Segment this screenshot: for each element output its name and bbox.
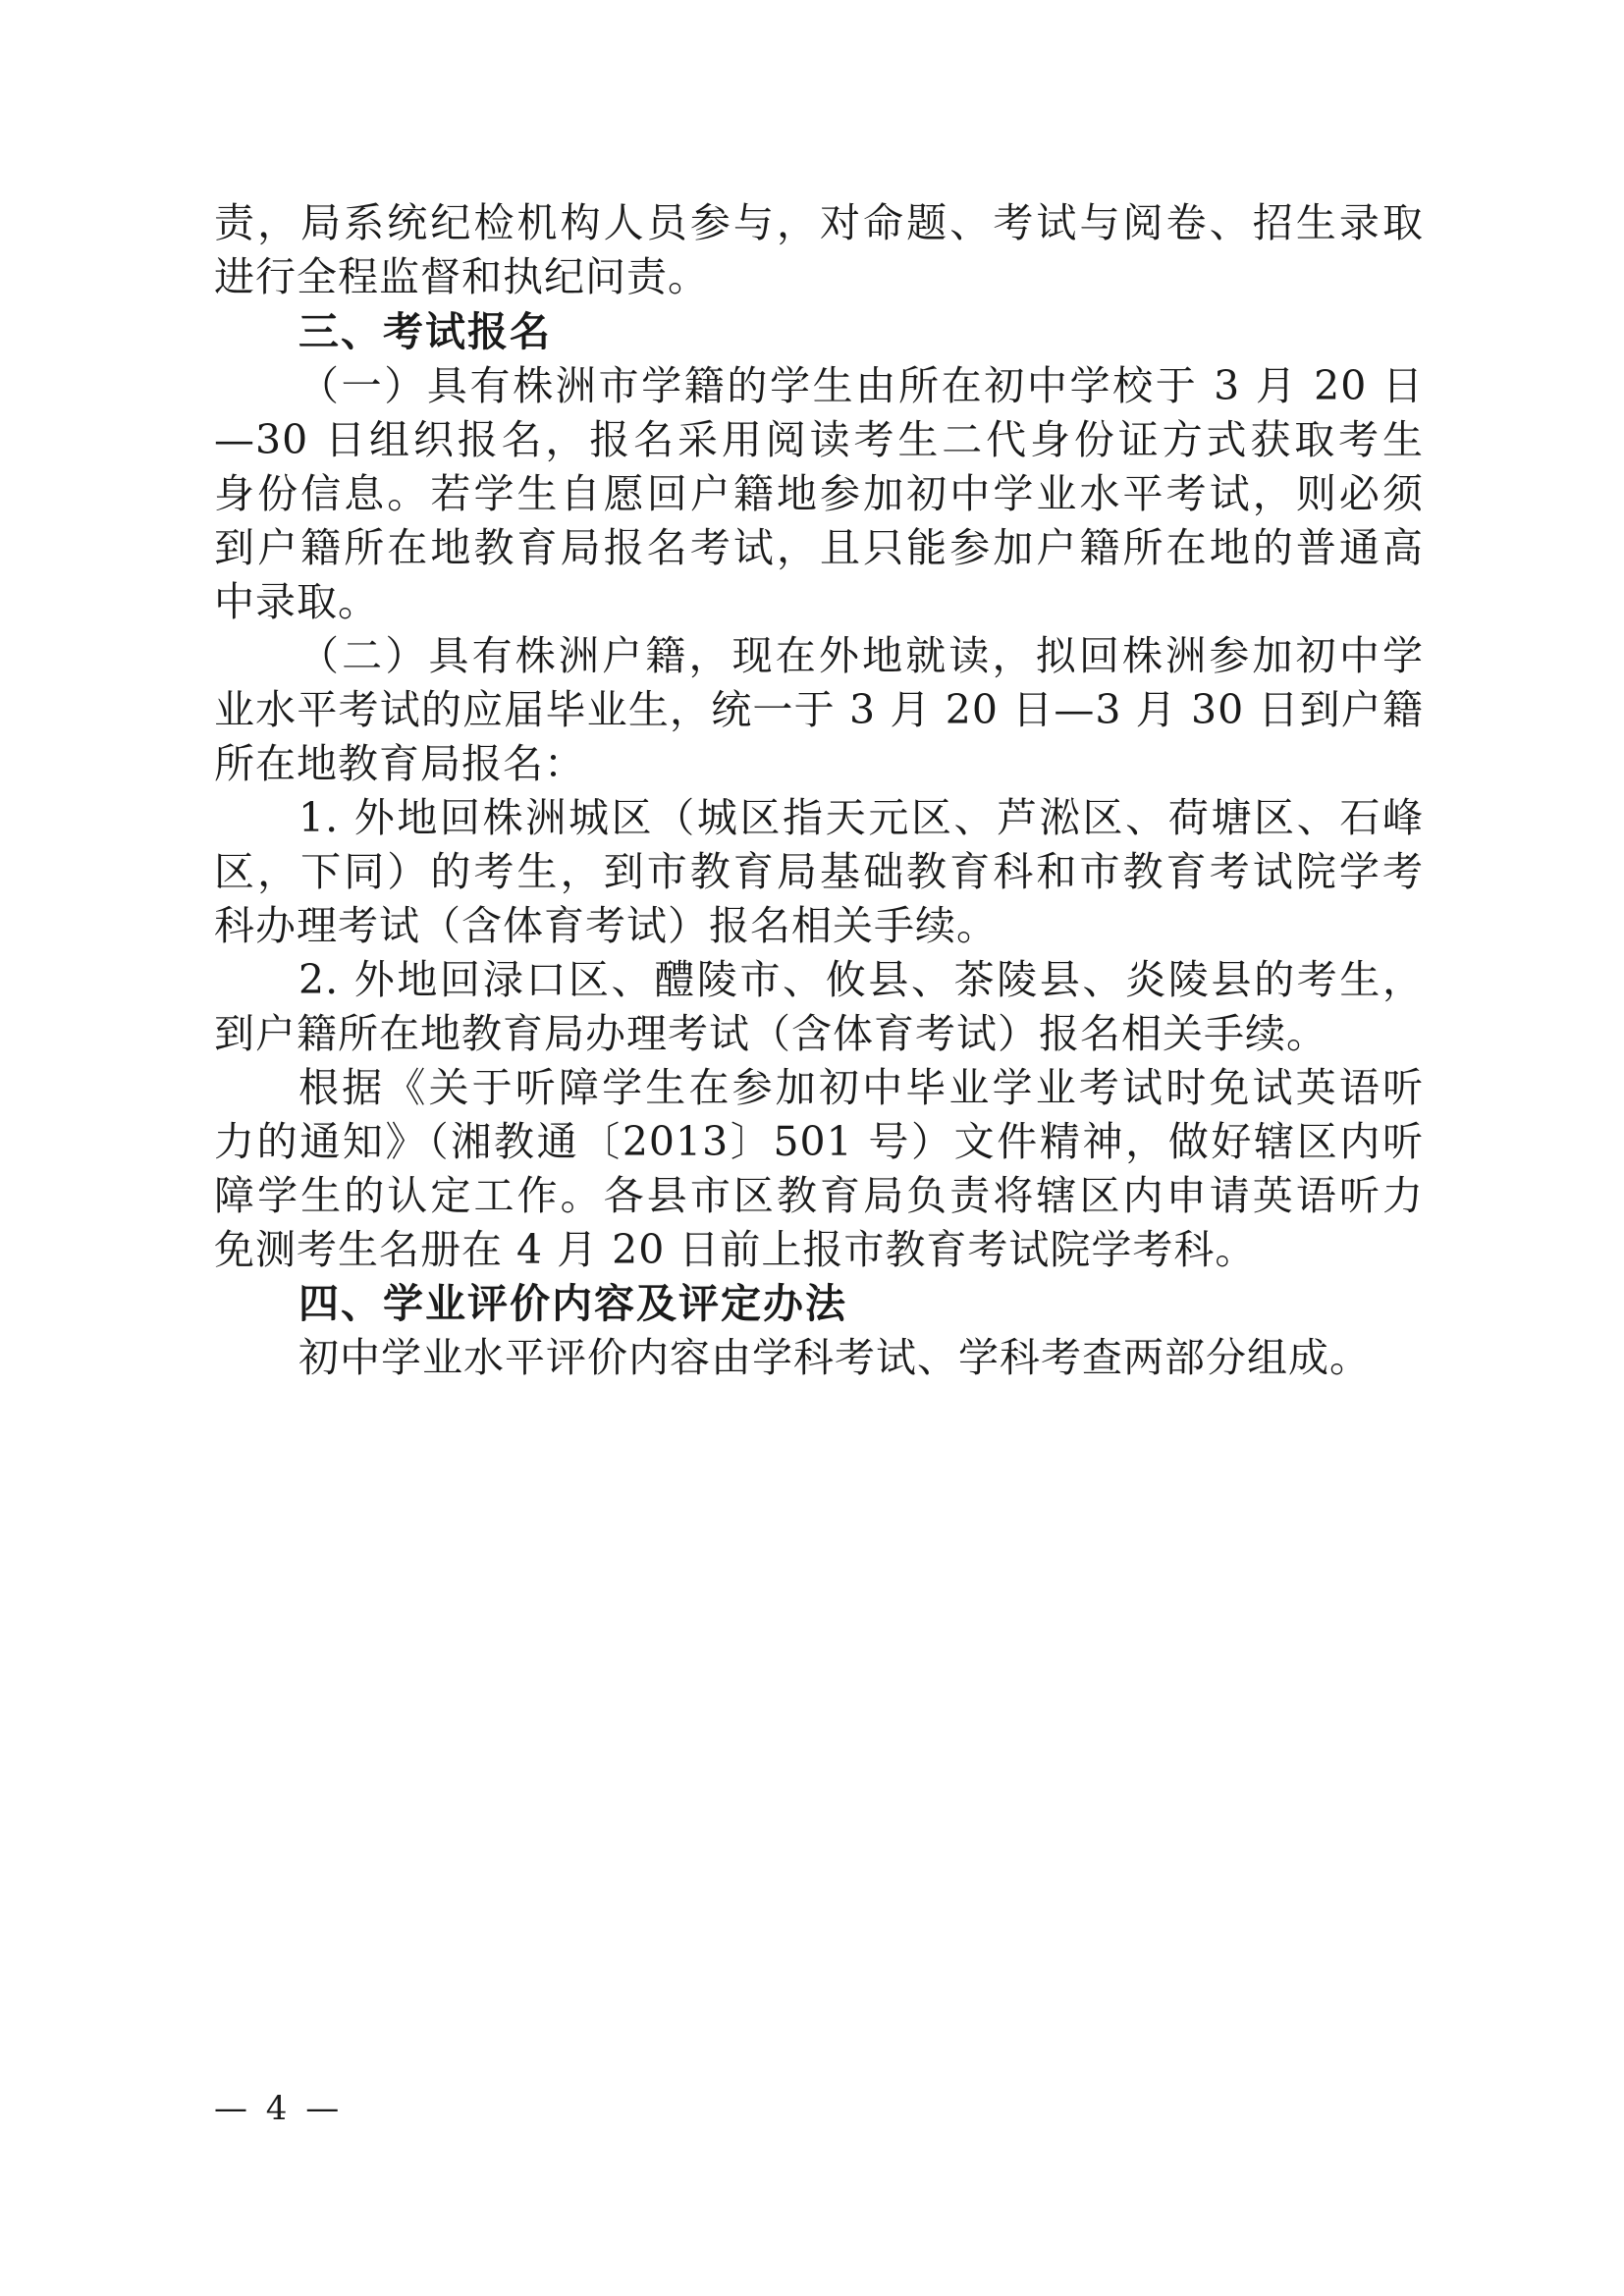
page-number: — 4 — bbox=[214, 2089, 344, 2128]
section-heading-4: 四、学业评价内容及评定办法 bbox=[298, 1280, 847, 1327]
body-text-line: 障学生的认定工作。各县市区教育局负责将辖区内申请英语听力 bbox=[214, 1172, 1424, 1219]
body-text-line: —30 日组织报名，报名采用阅读考生二代身份证方式获取考生 bbox=[214, 416, 1424, 463]
body-text-line: 到户籍所在地教育局办理考试（含体育考试）报名相关手续。 bbox=[214, 1010, 1327, 1057]
body-text-line: 科办理考试（含体育考试）报名相关手续。 bbox=[214, 902, 998, 949]
body-text-line: 根据《关于听障学生在参加初中毕业学业考试时免试英语听 bbox=[298, 1064, 1424, 1111]
body-text-line: 进行全程监督和执纪问责。 bbox=[214, 253, 709, 300]
list-item-2: 2. 外地回渌口区、醴陵市、攸县、茶陵县、炎陵县的考生， bbox=[298, 956, 1424, 1003]
body-text-line: 中录取。 bbox=[214, 578, 379, 625]
body-text-line: 责，局系统纪检机构人员参与，对命题、考试与阅卷、招生录取 bbox=[214, 199, 1424, 246]
body-text-line: 初中学业水平评价内容由学科考试、学科考查两部分组成。 bbox=[298, 1334, 1371, 1381]
body-text-line: 免测考生名册在 4 月 20 日前上报市教育考试院学考科。 bbox=[214, 1226, 1257, 1273]
body-text-line: 身份信息。若学生自愿回户籍地参加初中学业水平考试，则必须 bbox=[214, 470, 1424, 517]
body-text-line: 业水平考试的应届毕业生，统一于 3 月 20 日—3 月 30 日到户籍 bbox=[214, 686, 1424, 733]
section-heading-3: 三、考试报名 bbox=[298, 308, 552, 355]
body-text-line: 区，下同）的考生，到市教育局基础教育科和市教育考试院学考 bbox=[214, 848, 1424, 895]
list-item-1: 1. 外地回株洲城区（城区指天元区、芦淞区、荷塘区、石峰 bbox=[298, 794, 1424, 841]
body-text-line: （二）具有株洲户籍，现在外地就读，拟回株洲参加初中学 bbox=[298, 632, 1424, 679]
body-text-line: 力的通知》（湘教通〔2013〕501 号）文件精神，做好辖区内听 bbox=[214, 1118, 1424, 1165]
body-text-line: 到户籍所在地教育局报名考试，且只能参加户籍所在地的普通高 bbox=[214, 524, 1424, 571]
body-text-line: 所在地教育局报名： bbox=[214, 740, 585, 787]
body-text-line: （一）具有株洲市学籍的学生由所在初中学校于 3 月 20 日 bbox=[298, 362, 1424, 409]
